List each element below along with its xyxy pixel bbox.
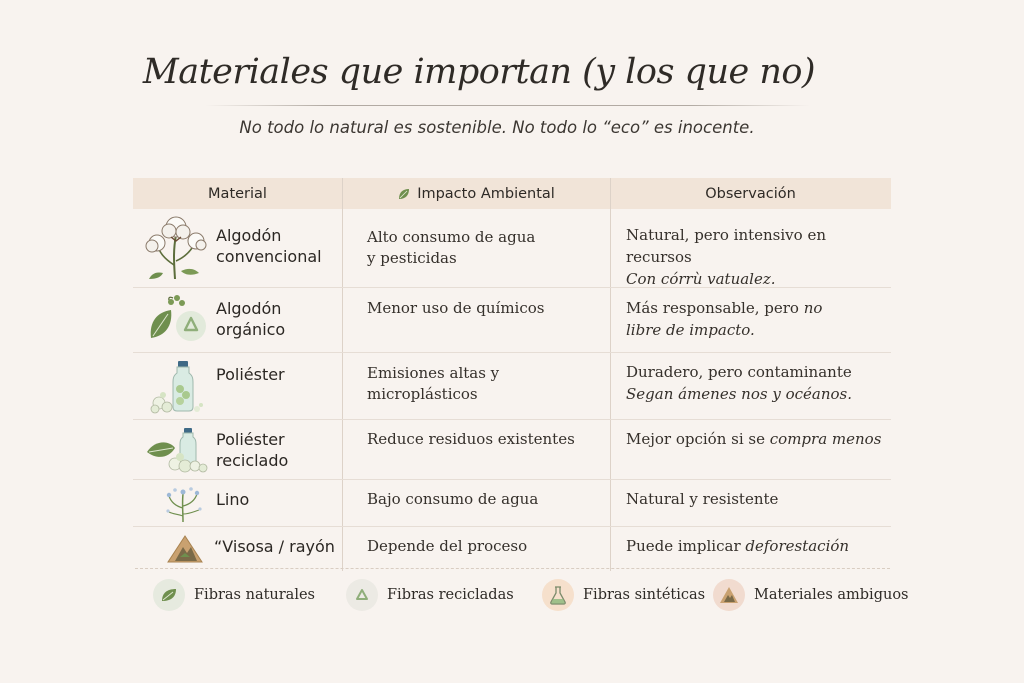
impact-text: Emisiones altas y microplásticos bbox=[367, 364, 500, 403]
legend-item-synthetic: Fibras sintéticas bbox=[542, 579, 705, 611]
warning-triangle-icon bbox=[719, 586, 739, 604]
leaf-icon bbox=[397, 187, 411, 201]
plastic-bottle-icon bbox=[147, 359, 209, 415]
cotton-plant-icon bbox=[143, 213, 209, 281]
table-row bbox=[133, 526, 891, 571]
table-row bbox=[133, 352, 891, 419]
page-subtitle: No todo lo natural es sostenible. No todo lo “eco” es inocente. bbox=[239, 118, 755, 137]
recycled-bottle-icon bbox=[145, 426, 209, 474]
material-name: Algodón orgánico bbox=[216, 299, 286, 339]
observation-text: Natural y resistente bbox=[626, 490, 779, 508]
observation-text: Duradero, pero contaminante Segan ámenes nos y océanos. bbox=[626, 363, 852, 403]
table-row bbox=[133, 209, 891, 287]
flask-icon bbox=[549, 585, 567, 605]
table-header bbox=[133, 178, 891, 209]
header-observacion: Observación bbox=[705, 185, 796, 202]
table-row bbox=[133, 419, 891, 479]
legend-item-ambiguous: Materiales ambiguos bbox=[713, 579, 909, 611]
page-title: Materiales que importan (y los que no) bbox=[142, 52, 816, 92]
legend-divider bbox=[135, 568, 890, 569]
observation-text: Puede implicar deforestación bbox=[626, 537, 850, 555]
leaf-icon bbox=[160, 586, 178, 604]
title-divider bbox=[205, 105, 810, 106]
table-row bbox=[133, 479, 891, 526]
leaf-recycle-icon bbox=[147, 294, 209, 346]
impact-text: Menor uso de químicos bbox=[367, 299, 545, 317]
material-name: “Visosa / rayón bbox=[214, 537, 335, 556]
material-name: Lino bbox=[216, 490, 250, 509]
header-material: Material bbox=[208, 185, 267, 202]
impact-text: Bajo consumo de agua bbox=[367, 490, 539, 508]
table-row bbox=[133, 287, 891, 352]
observation-text: Mejor opción si se compra menos bbox=[626, 430, 882, 448]
impact-text: Reduce residuos existentes bbox=[367, 430, 575, 448]
impact-text: Alto consumo de agua y pesticidas bbox=[367, 228, 536, 267]
materials-table bbox=[133, 178, 891, 571]
observation-text: Más responsable, pero no libre de impacto. bbox=[626, 299, 823, 339]
recycle-icon bbox=[353, 586, 371, 604]
flax-plant-icon bbox=[161, 484, 205, 524]
observation-text: Natural, pero intensivo en recursos Con córrù vatualez. bbox=[626, 226, 826, 288]
legend-item-natural: Fibras naturales bbox=[153, 579, 315, 611]
legend-item-recycled: Fibras recicladas bbox=[346, 579, 514, 611]
warning-triangle-icon bbox=[165, 533, 205, 565]
material-name: Algodón convencional bbox=[216, 226, 322, 266]
header-impacto: Impacto Ambiental bbox=[342, 178, 610, 209]
material-name: Poliéster reciclado bbox=[216, 430, 289, 470]
impact-text: Depende del proceso bbox=[367, 537, 528, 555]
material-name: Poliéster bbox=[216, 365, 285, 384]
